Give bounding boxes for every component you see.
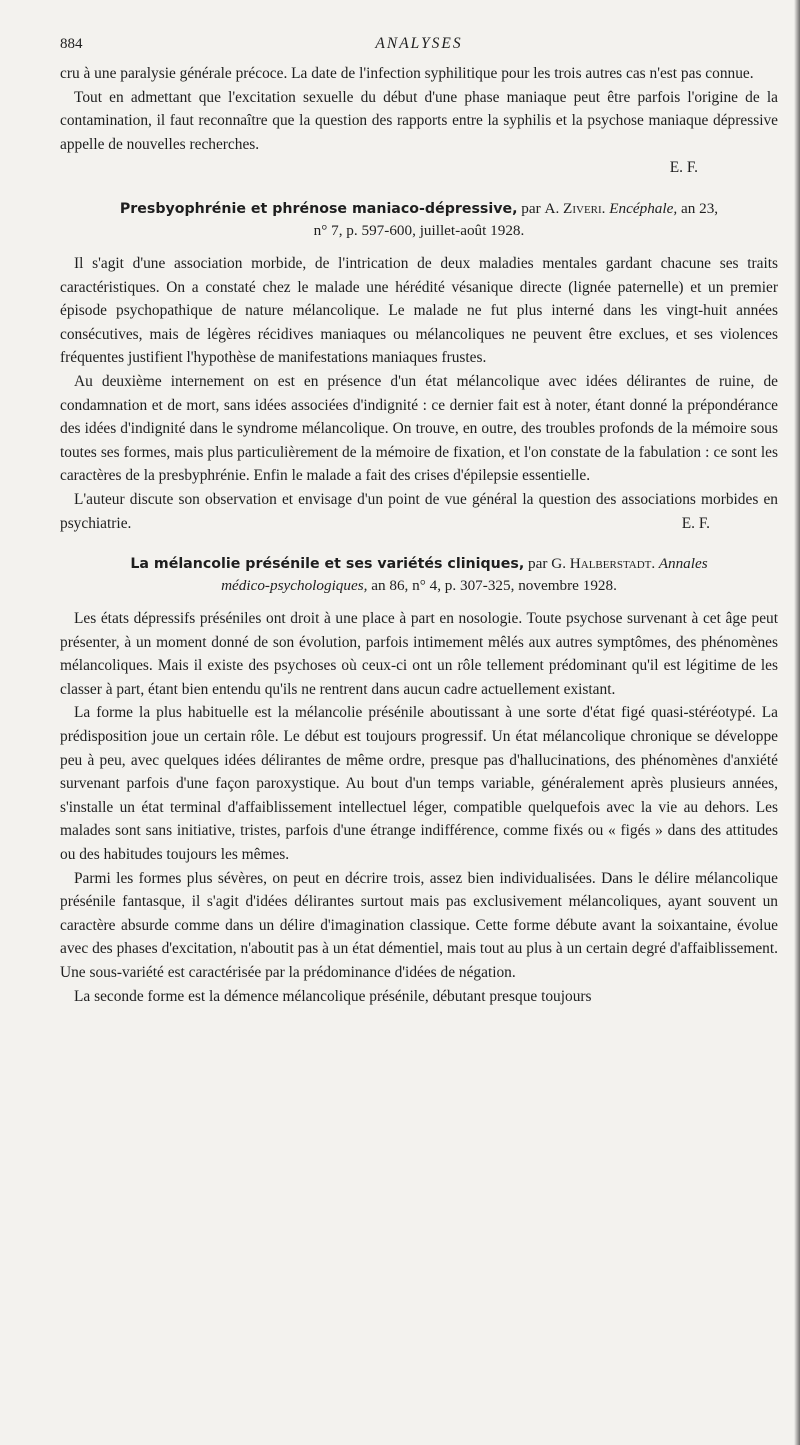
review-citation-b: n° 7, p. 597-600, juillet-août 1928. xyxy=(313,221,525,239)
review-body-presbyophrenie xyxy=(60,252,778,535)
review-heading-melancolie xyxy=(60,553,778,597)
review-body-melancolie xyxy=(60,607,778,1008)
paragraph-text: L'auteur discute son observation et envisage d'un point de vue général la question des associations morbides en psychiatrie. xyxy=(60,490,778,532)
reviewer-signature: E. F. xyxy=(669,159,698,177)
page-edge-shadow xyxy=(794,0,800,1445)
review-title: La mélancolie présénile et ses variétés cliniques, xyxy=(130,556,525,573)
paragraph: Au deuxième internement on est en présence d'un état mélancolique avec idées délirantes de ruine, de condamnation et de mort, sans idées associées d'indignité : ce dernier fait est à noter, étant donné la prépondérance des idées d'indignité dans le syndrome mélancolique. On trouve, en outre, des troubles profonds de la mémoire sous toutes ses formes, mais plus particulièrement de la mémoire de fixation, et l'on constate de la fabulation : ce sont les caractères de la presbyphrénie. Enfin le malade a fait des crises d'épilepsie essentielle. xyxy=(60,372,778,485)
paragraph: Il s'agit d'une association morbide, de l'intrication de deux maladies mentales gardant chacune ses traits caractéristiques. On a constaté chez le malade une hérédité vésanique directe (lignée paternelle) et un premier épisode psychopathique de nature mélancolique. Le malade ne fut plus interné dans les vingt-huit années consécutives, mais de légères récidives maniaques ou mélancoliques ne peuvent être exclues, et ses violences fréquentes justifient l'hypothèse de manifestations maniaques frustes. xyxy=(60,254,778,367)
review-heading-presbyophrenie xyxy=(60,198,778,242)
by-word: par xyxy=(524,555,552,573)
review-citation-a: an 23, xyxy=(677,199,719,217)
header-title: ANALYSES xyxy=(375,35,463,52)
review-citation-line xyxy=(60,575,778,597)
paragraph xyxy=(60,488,778,535)
running-head xyxy=(60,28,778,62)
review-journal: Annales xyxy=(655,555,708,573)
review-citation: an 86, n° 4, p. 307-325, novembre 1928. xyxy=(367,577,617,595)
review-journal: Encéphale, xyxy=(605,199,678,217)
review-author: A. Ziveri. xyxy=(544,199,606,217)
journal-page xyxy=(60,28,778,1008)
page-number: 884 xyxy=(60,36,83,52)
by-word: par xyxy=(517,199,545,217)
paragraph: cru à une paralysie générale précoce. La date de l'infection syphilitique pour les trois autres cas n'est pas connue. xyxy=(60,65,754,82)
paragraph: Les états dépressifs préséniles ont droit à une place à part en nosologie. Toute psychose survenant à cet âge peut présenter, à un moment donné de son évolution, parfois intimement mêlés aux autres symptômes, des phénomènes mélancoliques. Mais il existe des psychoses où ceux-ci ont un rôle tellement prédominant qu'il est légitime de les classer à part, étant bien entendu qu'ils ne rentrent dans aucun cadre actuellement existant. xyxy=(60,610,778,698)
reviewer-signature: E. F. xyxy=(681,514,710,532)
review-journal-b: médico-psychologiques, xyxy=(221,577,368,595)
paragraph: Parmi les formes plus sévères, on peut en décrire trois, assez bien individualisées. Dans le délire mélancolique présénile fantasque, il s'agit d'idées délirantes surtout mais pas exclusivement mélancoliques, ayant souvent un caractère absurde comme dans un délire d'imagination classique. Cette forme débute avant la soixantaine, évolue avec des phases d'excitation, n'aboutit pas à un état démentiel, mais tout au plus à un certain degré d'affaiblissement. Une sous-variété est caractérisée par la prédominance d'idées de négation. xyxy=(60,869,778,981)
paragraph: La seconde forme est la démence mélancolique présénile, débutant presque toujours xyxy=(74,987,592,1005)
paragraph: Tout en admettant que l'excitation sexuelle du début d'une phase maniaque peut être parfois l'origine de la contamination, il faut reconnaître que la question des rapports entre la syphilis et la psychose maniaque dépressive appelle de nouvelles recherches. xyxy=(60,88,778,153)
review-author: G. Halberstadt. xyxy=(551,555,656,573)
previous-review-continuation xyxy=(60,62,778,180)
review-title: Presbyophrénie et phrénose maniaco-dépressive, xyxy=(119,200,518,217)
paragraph: La forme la plus habituelle est la mélancolie présénile aboutissant à une sorte d'état figé quasi-stéréotypé. La prédisposition joue un certain rôle. Le début est toujours progressif. Un état mélancolique chronique se développe peu à peu, avec quelques idées délirantes de même ordre, presque pas d'hallucinations, des phénomènes d'anxiété survenant parfois d'une façon paroxystique. Au bout d'un temps variable, généralement après plusieurs années, s'installe un état terminal d'affaiblissement intellectuel léger, compatible quelquefois avec la vie au dehors. Les malades sont sans initiative, tristes, parfois d'une étrange indifférence, comme fixés ou « figés » dans des attitudes ou des habitudes toujours les mêmes. xyxy=(60,704,778,864)
